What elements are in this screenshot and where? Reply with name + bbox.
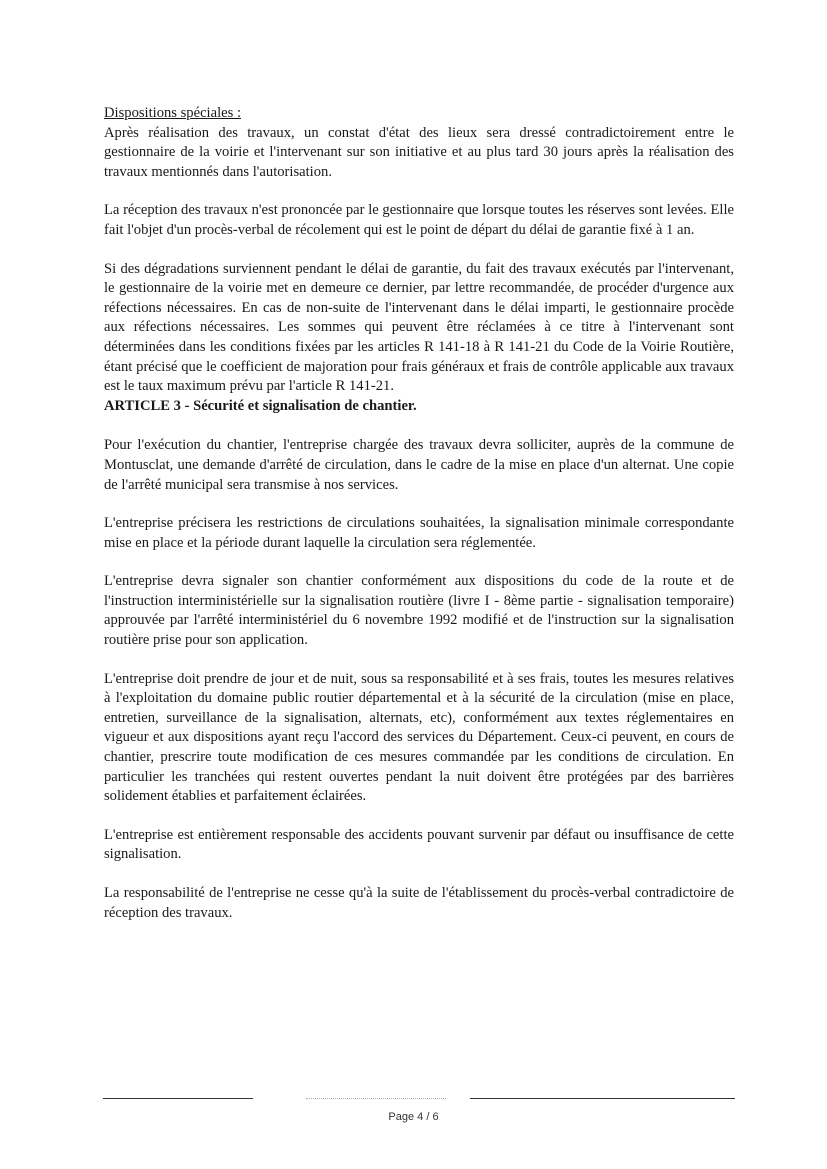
paragraph-degradations: Si des dégradations surviennent pendant le délai de garantie, du fait des travaux exécutés par l'intervenant, le gestionnaire de la voirie met en demeure ce dernier, par lettre recommandée, de procéder d'urgence aux réfections nécessaires. En cas de non-suite de l'intervenant dans le délai imparti, le gestionnaire procède aux réfections nécessaires. Les sommes qui peuvent être réclamées à ce titre à l'intervenant sont déterminées dans les conditions fixées par les articles R 141-18 à R 141-21 du Code de la Voirie Routière, étant précisé que le coefficient de majoration pour frais généraux et frais de contrôle applicable aux travaux est le taux maximum prévu par l'article R 141-21. xyxy=(104,260,734,395)
paragraph-mesures: L'entreprise doit prendre de jour et de nuit, sous sa responsabilité et à ses frais, toutes les mesures relatives à l'exploitation du domaine public routier départemental et à la sécurité de la circulation (mise en place, entretien, surveillance de la signalisation, alternats, etc), conformément aux textes réglementaires en vigueur et aux dispositions ayant reçu l'accord des services du Département. Ceux-ci peuvent, en cours de chantier, prescrire toute modification de ces mesures commandée par les conditions de circulation. En particulier les tranchées qui restent ouvertes pendant la nuit doivent être protégées par des barrières solidement établies et parfaitement éclairées. xyxy=(104,670,734,805)
footer-rule-middle xyxy=(306,1098,446,1099)
page-number: Page 4 / 6 xyxy=(388,1111,439,1123)
document-body xyxy=(104,104,734,923)
paragraph-restrictions: L'entreprise précisera les restrictions de circulations souhaitées, la signalisation minimale correspondante mise en place et la période durant laquelle la circulation sera réglementée. xyxy=(104,515,734,551)
footer-rule-right xyxy=(470,1098,735,1099)
paragraph-responsabilite: La responsabilité de l'entreprise ne cesse qu'à la suite de l'établissement du procès-verbal contradictoire de réception des travaux. xyxy=(104,885,734,921)
section-heading-dispositions: Dispositions spéciales : xyxy=(104,105,242,121)
paragraph-execution-chantier: Pour l'exécution du chantier, l'entreprise chargée des travaux devra solliciter, auprès de la commune de Montusclat, une demande d'arrêté de circulation, dans le cadre de la mise en place d'un alternat. Une copie de l'arrêté municipal sera transmise à nos services. xyxy=(104,437,734,493)
article-3-title: ARTICLE 3 - Sécurité et signalisation de chantier. xyxy=(104,397,417,414)
paragraph-reception: La réception des travaux n'est prononcée par le gestionnaire que lorsque toutes les réserves sont levées. Elle fait l'objet d'un procès-verbal de récolement qui est le point de départ du délai de garantie fixé à 1 an. xyxy=(104,202,734,238)
paragraph-signalisation: L'entreprise devra signaler son chantier conformément aux dispositions du code de la route et de l'instruction interministérielle sur la signalisation routière (livre I - 8ème partie - signalisation temporaire) approuvée par l'arrêté interministériel du 6 novembre 1992 modifié et de l'instruction sur la signalisation routière prise pour son application. xyxy=(104,573,734,649)
paragraph-constat: Après réalisation des travaux, un constat d'état des lieux sera dressé contradictoirement entre le gestionnaire de la voirie et l'intervenant sur son initiative et au plus tard 30 jours après la réalisation des travaux mentionnés dans l'autorisation. xyxy=(104,124,734,180)
footer-rule-left xyxy=(103,1098,253,1099)
paragraph-accidents: L'entreprise est entièrement responsable des accidents pouvant survenir par défaut ou insuffisance de cette signalisation. xyxy=(104,826,734,863)
